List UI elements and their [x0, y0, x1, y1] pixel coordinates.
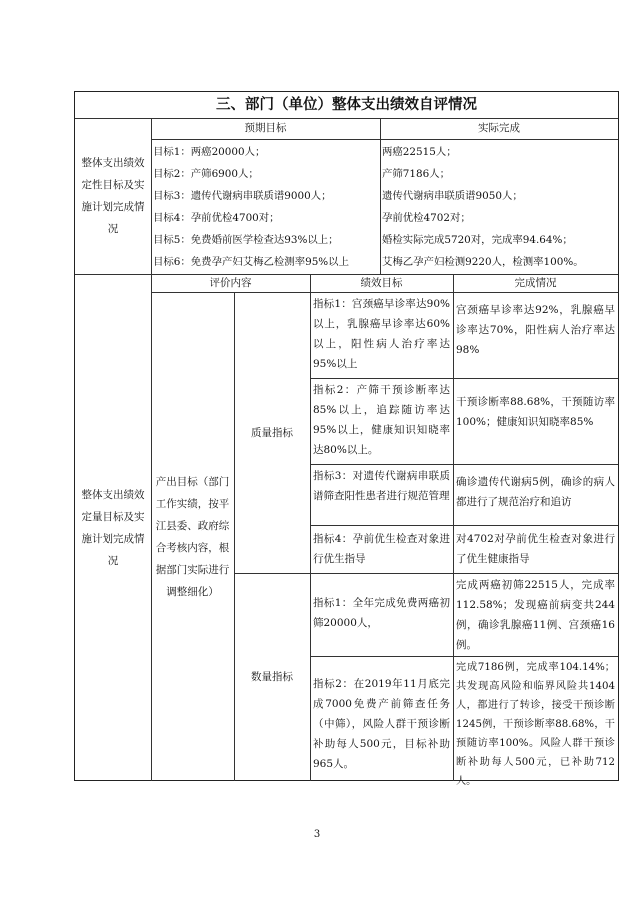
actual-list: [380, 141, 620, 273]
quality-target-3: 指标3：对遗传代谢病串联质谱筛查阳性患者进行规范管理: [313, 470, 450, 502]
quantity-done-1: 完成两癌初筛22515人，完成率112.58%；发现癌前病变共244例，确诊乳腺癌11例、宫颈癌16例。: [456, 579, 615, 651]
quantity-indicator-label: [234, 573, 310, 781]
section1-label-text: 整体支出绩效定性目标及实施计划完成情况: [81, 157, 145, 235]
expected-list: [151, 141, 382, 273]
quality-target-2: 指标2：产筛干预诊断率达85%以上，追踪随访率达95%以上，健康知识知晓率达80%以上。: [313, 384, 450, 456]
quality-target-1: 指标1：宫颈癌早诊率达90%以上，乳腺癌早诊率达60%以上，阳性病人治疗率达95%以上: [313, 298, 450, 370]
performance-table: [74, 91, 619, 787]
actual-item: 产筛7186人；: [382, 168, 451, 180]
output-target-text: 产出目标（部门工作实绩，按平江县委、政府综合考核内容，根据部门实际进行调整细化）: [155, 475, 230, 598]
output-target-label: [151, 292, 234, 781]
actual-item: 艾梅乙孕产妇检测9220人，检测率100%。: [382, 256, 584, 268]
quality-done-1: 宫颈癌早诊率达92%，乳腺癌早诊率达70%，阳性病人治疗率达98%: [456, 304, 615, 356]
expected-item: 目标3：遗传代谢病串联质谱9000人；: [153, 190, 332, 202]
expected-item: 目标6：免费孕产妇艾梅乙检测率95%以上: [153, 256, 349, 268]
quantity-target-2: 指标2：在2019年11月底完成7000免费产前筛查任务（中筛），风险人群干预诊断补助每人500元，目标补助965人。: [313, 678, 450, 770]
page-number: 3: [313, 829, 321, 840]
actual-item: 孕前优检4702对；: [382, 212, 471, 224]
actual-item: 婚检实际完成5720对，完成率94.64%；: [382, 234, 573, 246]
section2-label-text: 整体支出绩效定量目标及实施计划完成情况: [81, 488, 145, 567]
quality-done-4: 对4702对孕前优生检查对象进行了优生健康指导: [456, 533, 615, 565]
quality-target-4: 指标4：孕前优生检查对象进行优生指导: [313, 533, 450, 565]
quality-indicator-text: 质量指标: [251, 426, 293, 439]
quality-done-3: 确诊遗传代谢病5例，确诊的病人都进行了规范治疗和追访: [456, 476, 615, 508]
section1-label: [75, 118, 151, 274]
quantity-target-1: 指标1：全年完成免费两癌初筛20000人，: [313, 597, 450, 629]
expected-item: 目标2：产筛6900人；: [153, 168, 259, 180]
actual-item: 遗传代谢病串联质谱9050人；: [382, 190, 523, 202]
header-eval-content: 评价内容: [209, 277, 252, 289]
rule: [151, 139, 618, 140]
quantity-indicator-text: 数量指标: [251, 671, 293, 683]
header-target: 绩效目标: [360, 277, 403, 289]
expected-item: 目标1：两癌20000人；: [153, 146, 266, 158]
expected-item: 目标5：免费婚前医学检查达93%以上；: [153, 234, 339, 246]
header-actual: 实际完成: [478, 122, 520, 134]
quality-done-2: 干预诊断率88.68%，干预随访率100%；健康知识知晓率85%: [456, 396, 615, 428]
table-title: 三、部门（单位）整体支出绩效自评情况: [216, 97, 477, 113]
header-expected: 预期目标: [244, 122, 287, 134]
expected-item: 目标4：孕前优检4700对；: [153, 212, 280, 224]
section2-label: [75, 274, 151, 781]
header-done: 完成情况: [514, 277, 557, 289]
quality-indicator-label: [234, 292, 310, 573]
quantity-done-2: 完成7186例，完成率104.14%；共发现高风险和临界风险共1404人，都进行了转诊，接受干预诊断1245例，干预诊断率88.68%，干预随访率100%。风险人群干预诊断补助每人500元，已补助712人。: [456, 662, 615, 787]
actual-item: 两癌22515人；: [382, 146, 457, 158]
